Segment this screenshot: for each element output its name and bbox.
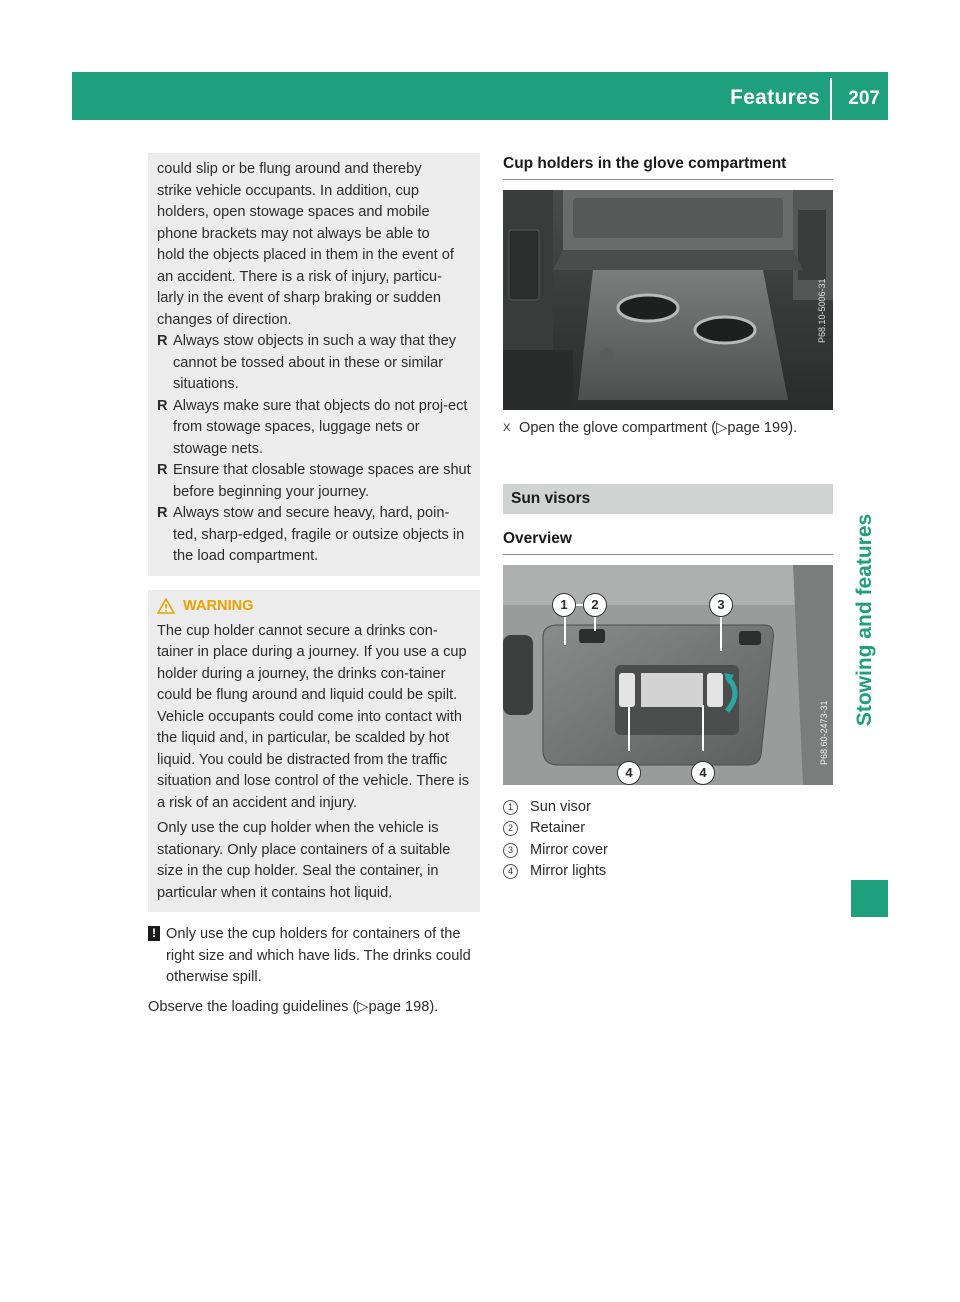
callout-4a: 4	[617, 761, 641, 785]
legend-label: Retainer	[530, 820, 586, 836]
warning-title: WARNING	[183, 597, 254, 614]
side-tab	[843, 360, 888, 880]
warning-box	[148, 590, 480, 913]
intro-line: larly in the event of sharp braking or sudden	[157, 290, 441, 306]
section-title-band	[503, 484, 833, 514]
legend-item	[503, 818, 833, 840]
intro-line: changes of direction.	[157, 311, 292, 328]
bullet-icon: R	[157, 462, 168, 478]
list-item	[157, 396, 473, 461]
safety-bullets	[157, 331, 473, 568]
warning-paragraph-1: The cup holder cannot secure a drinks con-tainer in place during a journey. If you use a cup holder during a journey, the drinks con-tainer could be flung around and liquid could be spilt. Vehicle occupants could come into contact with the liquid and, in particular, be scalded by hot liquid. You could be distracted from the traffic situation and lose control of the vehicle. There is a risk of an accident and injury.	[157, 622, 470, 811]
sun-visor-photo	[503, 565, 833, 785]
intro-line: phone brackets may not always be able to	[157, 225, 430, 242]
bullet-icon: R	[157, 333, 168, 349]
intro-line: an accident. There is a risk of injury, particu-	[157, 268, 442, 285]
overview-heading: Overview	[503, 529, 572, 547]
overview-rule	[503, 554, 833, 555]
warning-paragraph-2: Only use the cup holder when the vehicle is stationary. Only place containers of a suitable size in the cup holder. Seal the container, in particular when it contains hot liquid.	[157, 820, 451, 901]
bullet-text: Always make sure that objects do not proj-ect from stowage spaces, luggage nets or stowage nets.	[173, 397, 468, 457]
intro-paragraph	[157, 159, 473, 331]
left-column	[148, 153, 480, 1018]
warning-heading	[157, 595, 473, 617]
callout-2: 2	[583, 593, 607, 617]
exclamation-icon: !	[148, 926, 160, 941]
header-title: Features	[730, 86, 820, 109]
callout-1: 1	[552, 593, 576, 617]
note-text: Only use the cup holders for containers of the right size and which have lids. The drinks could otherwise spill.	[166, 926, 471, 985]
legend-number: 3	[503, 843, 518, 858]
section-title: Sun visors	[511, 489, 591, 507]
step-arrow-icon: X	[503, 422, 511, 434]
callout-4b: 4	[691, 761, 715, 785]
open-glove-compartment-step	[503, 418, 833, 440]
photo-2-code: P68.60-2473-31	[819, 699, 829, 765]
list-item	[157, 331, 473, 396]
right-column	[503, 153, 833, 883]
photo-1-code: P68.10-5006-31	[817, 278, 827, 343]
legend-number: 1	[503, 800, 518, 815]
warning-triangle-icon	[157, 598, 175, 614]
list-item	[157, 503, 473, 568]
sun-visor-figure	[503, 565, 833, 785]
legend-number: 4	[503, 864, 518, 879]
legend-item	[503, 861, 833, 883]
bullet-icon: R	[157, 505, 168, 521]
intro-line: hold the objects placed in them in the event of	[157, 247, 454, 263]
page-number: 207	[848, 88, 880, 109]
bullet-text: Always stow objects in such a way that they cannot be tossed about in these or similar situations.	[173, 333, 457, 392]
page-header	[72, 72, 888, 120]
intro-line: strike vehicle occupants. In addition, cup	[157, 182, 420, 199]
loading-guidelines-text: Observe the loading guidelines (▷page 198).	[148, 998, 439, 1015]
legend	[503, 797, 833, 883]
legend-item	[503, 797, 833, 819]
heading-rule	[503, 179, 833, 180]
bullet-text: Ensure that closable stowage spaces are shut before beginning your journey.	[173, 462, 471, 500]
glove-compartment-photo	[503, 190, 833, 410]
list-item	[157, 460, 473, 503]
note	[148, 924, 480, 989]
cupholder-heading: Cup holders in the glove compartment	[503, 155, 787, 172]
intro-line: could slip or be flung around and thereby	[157, 161, 422, 177]
bullet-icon: R	[157, 397, 168, 414]
legend-label: Mirror lights	[530, 863, 607, 879]
safety-box	[148, 153, 480, 576]
legend-number: 2	[503, 821, 518, 836]
header-divider	[830, 78, 832, 120]
legend-item	[503, 840, 833, 862]
side-tab-label: Stowing and features	[853, 513, 876, 727]
intro-line: holders, open stowage spaces and mobile	[157, 204, 430, 220]
side-tab-marker	[851, 880, 888, 917]
callout-3: 3	[709, 593, 733, 617]
legend-label: Mirror cover	[530, 841, 608, 858]
legend-label: Sun visor	[530, 798, 591, 815]
step-text: Open the glove compartment (▷page 199).	[519, 420, 798, 436]
bullet-text: Always stow and secure heavy, hard, poin-ted, sharp-edged, fragile or outsize objects in the load compartment.	[173, 505, 465, 564]
